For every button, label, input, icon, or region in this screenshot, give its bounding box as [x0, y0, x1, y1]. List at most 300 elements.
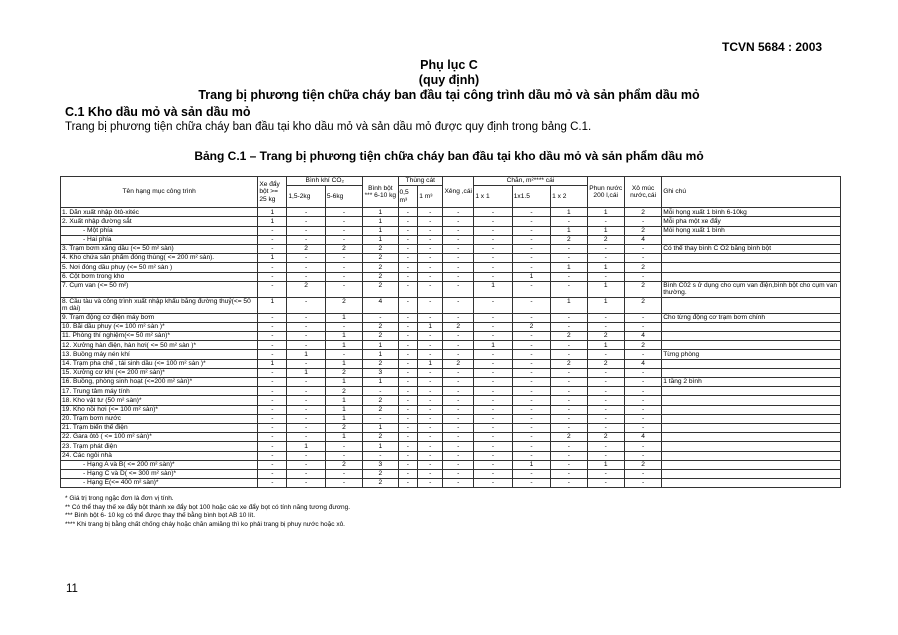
- value-cell: -: [418, 208, 443, 217]
- value-cell: -: [474, 469, 512, 478]
- value-cell: 1: [418, 359, 443, 368]
- value-cell: -: [418, 313, 443, 322]
- value-cell: 2: [587, 433, 624, 442]
- value-cell: -: [443, 350, 474, 359]
- note-cell: [662, 272, 841, 281]
- value-cell: 1: [418, 322, 443, 331]
- row-name-cell: 23. Trạm phát điện: [61, 442, 258, 451]
- value-cell: -: [443, 332, 474, 341]
- value-cell: -: [418, 460, 443, 469]
- value-cell: -: [551, 387, 587, 396]
- header-chan-b: 1x1.5: [512, 186, 550, 208]
- value-cell: -: [512, 254, 550, 263]
- value-cell: -: [325, 442, 362, 451]
- value-cell: -: [443, 235, 474, 244]
- value-cell: 1: [363, 378, 398, 387]
- note-cell: [662, 396, 841, 405]
- value-cell: 2: [363, 359, 398, 368]
- value-cell: 1: [258, 254, 287, 263]
- value-cell: -: [587, 217, 624, 226]
- value-cell: -: [325, 226, 362, 235]
- value-cell: -: [258, 442, 287, 451]
- note-cell: [662, 297, 841, 313]
- value-cell: 2: [551, 235, 587, 244]
- row-name-cell: 24. Các ngôi nhà: [61, 451, 258, 460]
- value-cell: -: [258, 460, 287, 469]
- value-cell: 1: [325, 405, 362, 414]
- row-name-cell: 15. Xưởng cơ khí (<= 200 m² sàn)*: [61, 368, 258, 377]
- value-cell: -: [512, 396, 550, 405]
- value-cell: -: [443, 479, 474, 488]
- value-cell: -: [551, 217, 587, 226]
- value-cell: -: [587, 423, 624, 432]
- value-cell: -: [443, 313, 474, 322]
- appendix-heading: Trang bị phương tiện chữa cháy ban đầu tại công trình dầu mỏ và sản phẩm dầu mỏ: [198, 88, 700, 102]
- header-thung-cat-b: 1 m³: [418, 186, 443, 208]
- table-row: [61, 405, 841, 414]
- footnote: **** Khi trang bị bằng chất chống cháy hoặc chăn amiăng thì ko phải trang bị phuy nước hoặc xô.: [65, 520, 345, 528]
- value-cell: -: [512, 313, 550, 322]
- value-cell: -: [258, 235, 287, 244]
- row-name-cell: - Hạng C và D( <= 300 m² sàn)*: [61, 469, 258, 478]
- value-cell: -: [443, 217, 474, 226]
- value-cell: 1: [363, 235, 398, 244]
- value-cell: -: [474, 396, 512, 405]
- value-cell: 2: [363, 244, 398, 253]
- value-cell: -: [624, 350, 661, 359]
- value-cell: -: [418, 341, 443, 350]
- value-cell: -: [474, 414, 512, 423]
- table-row: [61, 332, 841, 341]
- value-cell: -: [398, 387, 418, 396]
- value-cell: 1: [363, 226, 398, 235]
- value-cell: -: [287, 341, 325, 350]
- note-cell: Cho từng động cơ trạm bơm chính: [662, 313, 841, 322]
- value-cell: -: [287, 387, 325, 396]
- value-cell: -: [398, 442, 418, 451]
- value-cell: -: [287, 460, 325, 469]
- value-cell: -: [512, 217, 550, 226]
- value-cell: 1: [287, 442, 325, 451]
- value-cell: -: [624, 313, 661, 322]
- value-cell: -: [624, 396, 661, 405]
- value-cell: 4: [624, 332, 661, 341]
- table-row: [61, 322, 841, 331]
- value-cell: 1: [587, 226, 624, 235]
- value-cell: -: [258, 368, 287, 377]
- value-cell: -: [443, 442, 474, 451]
- value-cell: 1: [512, 460, 550, 469]
- value-cell: -: [474, 368, 512, 377]
- value-cell: -: [624, 442, 661, 451]
- value-cell: 2: [512, 322, 550, 331]
- value-cell: -: [551, 479, 587, 488]
- note-cell: [662, 332, 841, 341]
- value-cell: -: [398, 244, 418, 253]
- value-cell: 3: [363, 368, 398, 377]
- value-cell: -: [587, 442, 624, 451]
- value-cell: 2: [624, 281, 661, 297]
- value-cell: -: [398, 368, 418, 377]
- value-cell: -: [587, 396, 624, 405]
- value-cell: -: [624, 272, 661, 281]
- value-cell: -: [512, 433, 550, 442]
- value-cell: -: [398, 414, 418, 423]
- table-row: [61, 423, 841, 432]
- value-cell: 1: [363, 217, 398, 226]
- value-cell: -: [287, 423, 325, 432]
- row-name-cell: 21. Trạm biến thế điện: [61, 423, 258, 432]
- value-cell: -: [474, 244, 512, 253]
- value-cell: -: [325, 208, 362, 217]
- header-chan-a: 1 x 1: [474, 186, 512, 208]
- value-cell: -: [258, 405, 287, 414]
- value-cell: -: [418, 414, 443, 423]
- value-cell: -: [287, 359, 325, 368]
- value-cell: -: [443, 433, 474, 442]
- value-cell: 1: [325, 433, 362, 442]
- value-cell: -: [325, 322, 362, 331]
- value-cell: -: [398, 350, 418, 359]
- value-cell: 1: [287, 368, 325, 377]
- value-cell: -: [587, 378, 624, 387]
- table-row: [61, 368, 841, 377]
- table-body: [61, 208, 841, 488]
- value-cell: -: [474, 332, 512, 341]
- value-cell: -: [398, 469, 418, 478]
- value-cell: 2: [443, 322, 474, 331]
- value-cell: -: [443, 396, 474, 405]
- value-cell: 1: [325, 378, 362, 387]
- header-ghi-chu: Ghi chú: [662, 177, 841, 208]
- row-name-cell: 19. Kho nồi hơi (<= 100 m² sàn)*: [61, 405, 258, 414]
- value-cell: -: [418, 272, 443, 281]
- value-cell: -: [443, 263, 474, 272]
- value-cell: -: [474, 297, 512, 313]
- value-cell: -: [287, 208, 325, 217]
- table-row: [61, 217, 841, 226]
- value-cell: -: [512, 469, 550, 478]
- value-cell: -: [325, 451, 362, 460]
- value-cell: -: [624, 414, 661, 423]
- table-header-row: [61, 177, 841, 186]
- value-cell: -: [587, 414, 624, 423]
- value-cell: -: [474, 226, 512, 235]
- value-cell: 2: [325, 460, 362, 469]
- value-cell: -: [258, 414, 287, 423]
- value-cell: 2: [363, 281, 398, 297]
- value-cell: 1: [587, 281, 624, 297]
- row-name-cell: 7. Cụm van (<= 50 m²): [61, 281, 258, 297]
- value-cell: -: [443, 297, 474, 313]
- value-cell: 2: [363, 479, 398, 488]
- table-row: [61, 297, 841, 313]
- note-cell: [662, 387, 841, 396]
- value-cell: -: [398, 332, 418, 341]
- value-cell: 2: [587, 235, 624, 244]
- value-cell: -: [287, 405, 325, 414]
- value-cell: -: [551, 405, 587, 414]
- value-cell: 2: [624, 297, 661, 313]
- value-cell: -: [624, 217, 661, 226]
- value-cell: 1: [325, 414, 362, 423]
- table-row: [61, 387, 841, 396]
- value-cell: -: [287, 396, 325, 405]
- note-cell: [662, 423, 841, 432]
- value-cell: -: [587, 254, 624, 263]
- value-cell: -: [258, 244, 287, 253]
- value-cell: 1: [325, 396, 362, 405]
- value-cell: -: [587, 313, 624, 322]
- note-cell: [662, 460, 841, 469]
- value-cell: -: [258, 226, 287, 235]
- value-cell: -: [587, 244, 624, 253]
- value-cell: 1: [551, 263, 587, 272]
- value-cell: 1: [363, 341, 398, 350]
- value-cell: -: [551, 451, 587, 460]
- table-row: [61, 313, 841, 322]
- value-cell: -: [418, 396, 443, 405]
- appendix-subtitle: (quy định): [418, 73, 480, 87]
- note-cell: Mỗi họng xuất 1 bình: [662, 226, 841, 235]
- value-cell: -: [474, 378, 512, 387]
- value-cell: 2: [587, 332, 624, 341]
- value-cell: -: [398, 297, 418, 313]
- value-cell: -: [418, 244, 443, 253]
- table-row: [61, 378, 841, 387]
- value-cell: -: [325, 272, 362, 281]
- value-cell: -: [418, 469, 443, 478]
- value-cell: -: [398, 226, 418, 235]
- table-row: [61, 208, 841, 217]
- value-cell: 1: [325, 332, 362, 341]
- value-cell: -: [551, 281, 587, 297]
- value-cell: -: [512, 451, 550, 460]
- value-cell: -: [474, 442, 512, 451]
- value-cell: -: [418, 235, 443, 244]
- footnote: *** Bình bột 6- 10 kg có thể được thay thế bằng bình bọt AB 10 lít.: [65, 512, 256, 519]
- value-cell: -: [551, 313, 587, 322]
- value-cell: -: [474, 322, 512, 331]
- value-cell: -: [398, 263, 418, 272]
- value-cell: -: [624, 423, 661, 432]
- value-cell: -: [418, 297, 443, 313]
- value-cell: -: [474, 313, 512, 322]
- value-cell: -: [624, 244, 661, 253]
- header-thung-cat-a: 0,5 m³: [398, 186, 418, 208]
- value-cell: -: [325, 281, 362, 297]
- note-cell: Từng phòng: [662, 350, 841, 359]
- standard-code: TCVN 5684 : 2003: [722, 40, 823, 54]
- value-cell: -: [512, 297, 550, 313]
- value-cell: -: [398, 272, 418, 281]
- value-cell: -: [551, 378, 587, 387]
- value-cell: -: [398, 217, 418, 226]
- value-cell: -: [474, 359, 512, 368]
- value-cell: -: [551, 442, 587, 451]
- table-row: [61, 479, 841, 488]
- row-name-cell: - Hai phía: [61, 235, 258, 244]
- value-cell: -: [287, 226, 325, 235]
- value-cell: -: [363, 313, 398, 322]
- footnote: * Giá trị trong ngặc đơn là đơn vị tính.: [65, 495, 174, 502]
- value-cell: -: [587, 368, 624, 377]
- value-cell: 3: [363, 460, 398, 469]
- value-cell: 2: [363, 254, 398, 263]
- row-name-cell: 3. Trạm bơm xăng dầu (<= 50 m² sàn): [61, 244, 258, 253]
- value-cell: -: [398, 451, 418, 460]
- value-cell: 1: [551, 208, 587, 217]
- value-cell: -: [624, 405, 661, 414]
- value-cell: -: [418, 217, 443, 226]
- value-cell: -: [443, 451, 474, 460]
- note-cell: [662, 414, 841, 423]
- row-name-cell: 11. Phòng thí nghiệm(<= 50 m² sàn)*: [61, 332, 258, 341]
- value-cell: -: [443, 414, 474, 423]
- row-name-cell: 12. Xưởng hàn điện, hàn hơi( <= 50 m² sàn )*: [61, 341, 258, 350]
- value-cell: 2: [363, 263, 398, 272]
- value-cell: -: [443, 281, 474, 297]
- value-cell: 2: [624, 460, 661, 469]
- value-cell: -: [418, 263, 443, 272]
- value-cell: -: [363, 387, 398, 396]
- value-cell: -: [551, 254, 587, 263]
- note-cell: [662, 359, 841, 368]
- value-cell: -: [418, 442, 443, 451]
- value-cell: -: [287, 479, 325, 488]
- table-row: [61, 433, 841, 442]
- value-cell: -: [512, 378, 550, 387]
- value-cell: -: [258, 341, 287, 350]
- header-xo-muc: Xô múc nước,cái: [624, 177, 661, 208]
- row-name-cell: 10. Bãi dầu phuy (<= 100 m² sàn )*: [61, 322, 258, 331]
- value-cell: -: [474, 272, 512, 281]
- value-cell: -: [474, 405, 512, 414]
- value-cell: -: [398, 423, 418, 432]
- value-cell: -: [398, 359, 418, 368]
- value-cell: 1: [287, 350, 325, 359]
- value-cell: -: [258, 387, 287, 396]
- value-cell: 2: [443, 359, 474, 368]
- value-cell: -: [398, 405, 418, 414]
- value-cell: -: [551, 460, 587, 469]
- value-cell: -: [443, 254, 474, 263]
- value-cell: 2: [551, 332, 587, 341]
- value-cell: -: [258, 281, 287, 297]
- row-name-cell: 20. Trạm bơm nước: [61, 414, 258, 423]
- value-cell: 2: [624, 208, 661, 217]
- table-row: [61, 254, 841, 263]
- row-name-cell: - Một phía: [61, 226, 258, 235]
- value-cell: -: [624, 322, 661, 331]
- value-cell: 2: [624, 226, 661, 235]
- value-cell: -: [474, 350, 512, 359]
- value-cell: -: [258, 451, 287, 460]
- value-cell: -: [443, 387, 474, 396]
- value-cell: -: [512, 235, 550, 244]
- value-cell: 1: [363, 423, 398, 432]
- row-name-cell: - Hạng E(<= 400 m² sàn)*: [61, 479, 258, 488]
- section-intro: Trang bị phương tiện chữa cháy ban đầu tại kho dầu mỏ và sản dầu mỏ được quy định trong bảng C.1.: [65, 121, 592, 133]
- row-name-cell: 2. Xuất nhập đường sắt: [61, 217, 258, 226]
- value-cell: -: [287, 414, 325, 423]
- value-cell: 1: [551, 297, 587, 313]
- value-cell: 1: [551, 226, 587, 235]
- value-cell: -: [398, 460, 418, 469]
- value-cell: -: [258, 423, 287, 432]
- value-cell: -: [443, 405, 474, 414]
- value-cell: -: [443, 368, 474, 377]
- table-row: [61, 414, 841, 423]
- value-cell: -: [474, 208, 512, 217]
- value-cell: -: [258, 350, 287, 359]
- value-cell: 1: [258, 208, 287, 217]
- value-cell: -: [443, 341, 474, 350]
- value-cell: 1: [258, 359, 287, 368]
- value-cell: -: [512, 414, 550, 423]
- value-cell: -: [512, 226, 550, 235]
- row-name-cell: 17. Trung tâm máy tính: [61, 387, 258, 396]
- value-cell: -: [398, 378, 418, 387]
- value-cell: -: [587, 469, 624, 478]
- value-cell: 1: [587, 263, 624, 272]
- table-row: [61, 341, 841, 350]
- value-cell: 2: [363, 469, 398, 478]
- row-name-cell: 16. Buồng, phòng sinh hoạt (<=200 m² sàn)*: [61, 378, 258, 387]
- value-cell: -: [551, 272, 587, 281]
- value-cell: -: [363, 451, 398, 460]
- value-cell: -: [474, 387, 512, 396]
- value-cell: 1: [258, 297, 287, 313]
- value-cell: -: [587, 322, 624, 331]
- value-cell: -: [398, 322, 418, 331]
- value-cell: -: [325, 479, 362, 488]
- row-name-cell: 9. Trạm động cơ điện máy bơm: [61, 313, 258, 322]
- table-row: [61, 281, 841, 297]
- value-cell: -: [325, 235, 362, 244]
- value-cell: -: [418, 423, 443, 432]
- value-cell: -: [624, 451, 661, 460]
- note-cell: [662, 254, 841, 263]
- note-cell: [662, 235, 841, 244]
- row-name-cell: 4. Kho chứa sản phẩm đóng thùng( <= 200 m² sàn).: [61, 254, 258, 263]
- value-cell: -: [258, 332, 287, 341]
- value-cell: -: [398, 254, 418, 263]
- value-cell: -: [418, 281, 443, 297]
- value-cell: -: [551, 341, 587, 350]
- value-cell: -: [624, 254, 661, 263]
- value-cell: -: [258, 263, 287, 272]
- note-cell: [662, 442, 841, 451]
- note-cell: Mỗi pha một xe đẩy: [662, 217, 841, 226]
- table-row: [61, 263, 841, 272]
- page-number: 11: [66, 583, 78, 595]
- value-cell: -: [398, 235, 418, 244]
- value-cell: -: [512, 479, 550, 488]
- row-name-cell: 6. Cột bơm trong kho: [61, 272, 258, 281]
- value-cell: 2: [325, 368, 362, 377]
- value-cell: 1: [363, 350, 398, 359]
- value-cell: -: [512, 387, 550, 396]
- value-cell: -: [258, 313, 287, 322]
- value-cell: 1: [587, 460, 624, 469]
- value-cell: -: [512, 281, 550, 297]
- row-name-cell: 8. Cầu tàu và công trình xuất nhập khẩu bằng đường thuỷ(<= 50 m dài): [61, 297, 258, 313]
- value-cell: -: [443, 469, 474, 478]
- header-phun-nuoc: Phun nước 200 l,cái: [587, 177, 624, 208]
- value-cell: 1: [325, 341, 362, 350]
- value-cell: -: [624, 469, 661, 478]
